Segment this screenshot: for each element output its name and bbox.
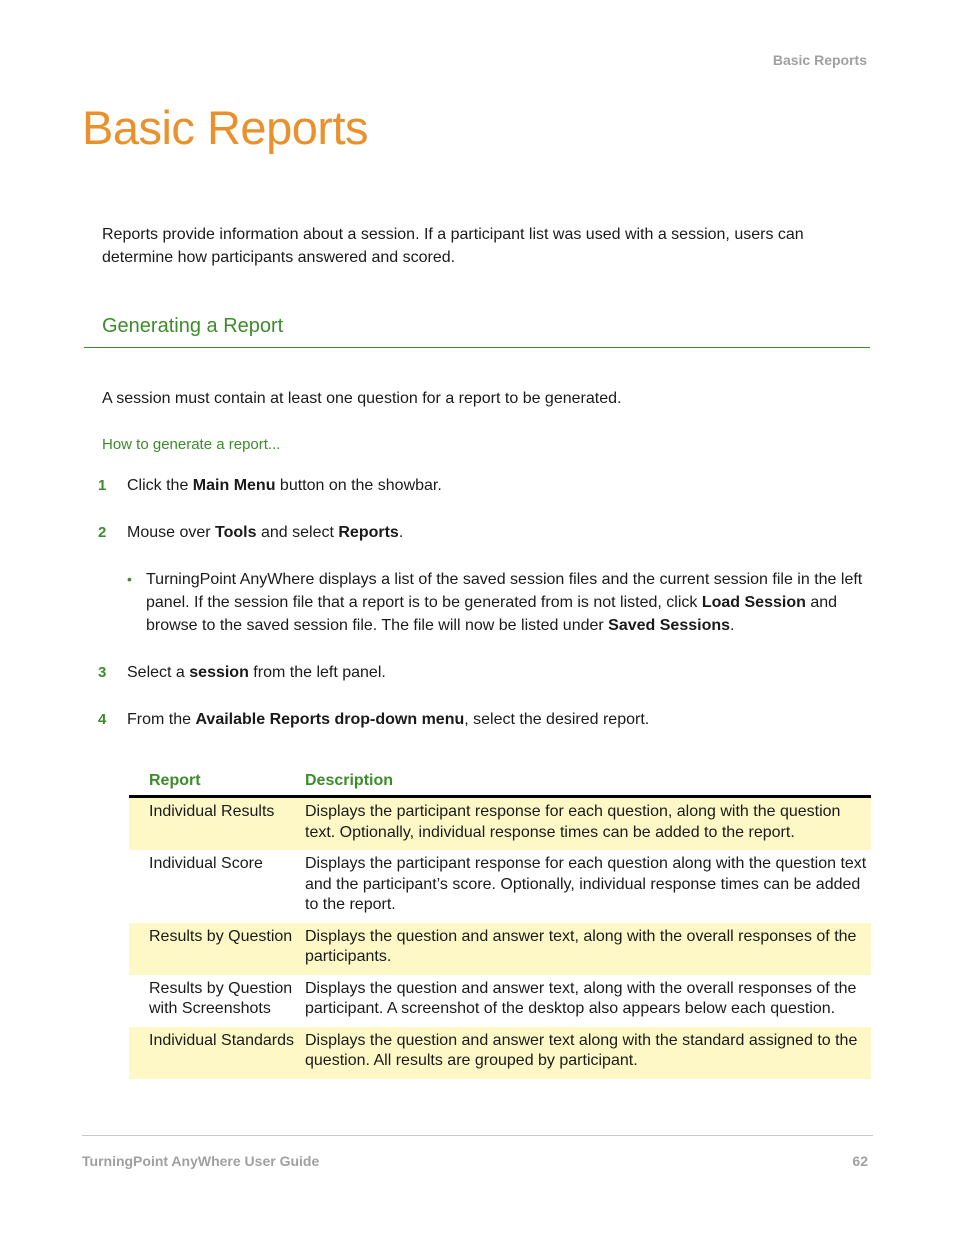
step-number: 3	[98, 664, 107, 681]
report-description: Displays the participant response for each question along with the question text and the participant’s score. Optionally, individual response times can be added to the report.	[305, 855, 867, 913]
step-number: 4	[98, 711, 107, 728]
report-name: Individual Standards	[129, 1027, 305, 1079]
step-text: Select a session from the left panel.	[127, 664, 386, 681]
report-description: Displays the participant response for each question, along with the question text. Optionally, individual response times can be added to the report.	[305, 797, 871, 851]
table-header-row	[129, 768, 871, 797]
table-row	[129, 923, 871, 975]
column-header-report: Report	[129, 768, 305, 797]
table-row	[129, 975, 871, 1027]
table-row	[129, 1027, 871, 1079]
column-header-description: Description	[305, 768, 871, 797]
section-divider	[84, 347, 870, 348]
report-description: Displays the question and answer text, along with the overall responses of the participants.	[305, 923, 871, 975]
intro-paragraph: Reports provide information about a session. If a participant list was used with a session, users can determine how participants answered and scored.	[102, 226, 804, 266]
section-intro: A session must contain at least one question for a report to be generated.	[102, 390, 622, 407]
section-heading: Generating a Report	[102, 315, 284, 337]
footer-divider	[82, 1135, 873, 1136]
page-title: Basic Reports	[82, 101, 369, 154]
procedure-heading: How to generate a report...	[102, 436, 281, 453]
step-number: 2	[98, 524, 107, 541]
report-name: Results by Question	[129, 923, 305, 975]
running-header: Basic Reports	[772, 52, 867, 68]
bullet-text: TurningPoint AnyWhere displays a list of the saved session files and the current session file in the left panel. If the session file that a report is to be generated from is not listed, click Load Session and browse to the saved session file. The file will now be listed under Saved Sessions.	[146, 571, 863, 634]
report-name: Individual Results	[129, 797, 305, 851]
page-number: 62	[852, 1153, 868, 1169]
report-name: Results by Question with Screenshots	[149, 979, 293, 1017]
report-name: Individual Score	[149, 855, 263, 872]
footer-guide-title: TurningPoint AnyWhere User Guide	[82, 1153, 320, 1169]
report-description: Displays the question and answer text along with the standard assigned to the question. All results are grouped by participant.	[305, 1027, 871, 1079]
step-text: Click the Main Menu button on the showbar.	[127, 477, 442, 494]
table-row	[129, 850, 871, 923]
step-number: 1	[98, 477, 107, 494]
bullet-icon: •	[127, 571, 132, 587]
step-text: Mouse over Tools and select Reports.	[127, 524, 404, 541]
table-row	[129, 797, 871, 851]
step-text: From the Available Reports drop-down menu, select the desired report.	[127, 711, 650, 728]
reports-table	[129, 768, 871, 1079]
report-description: Displays the question and answer text, along with the overall responses of the participant. A screenshot of the desktop also appears below each question.	[305, 979, 857, 1017]
